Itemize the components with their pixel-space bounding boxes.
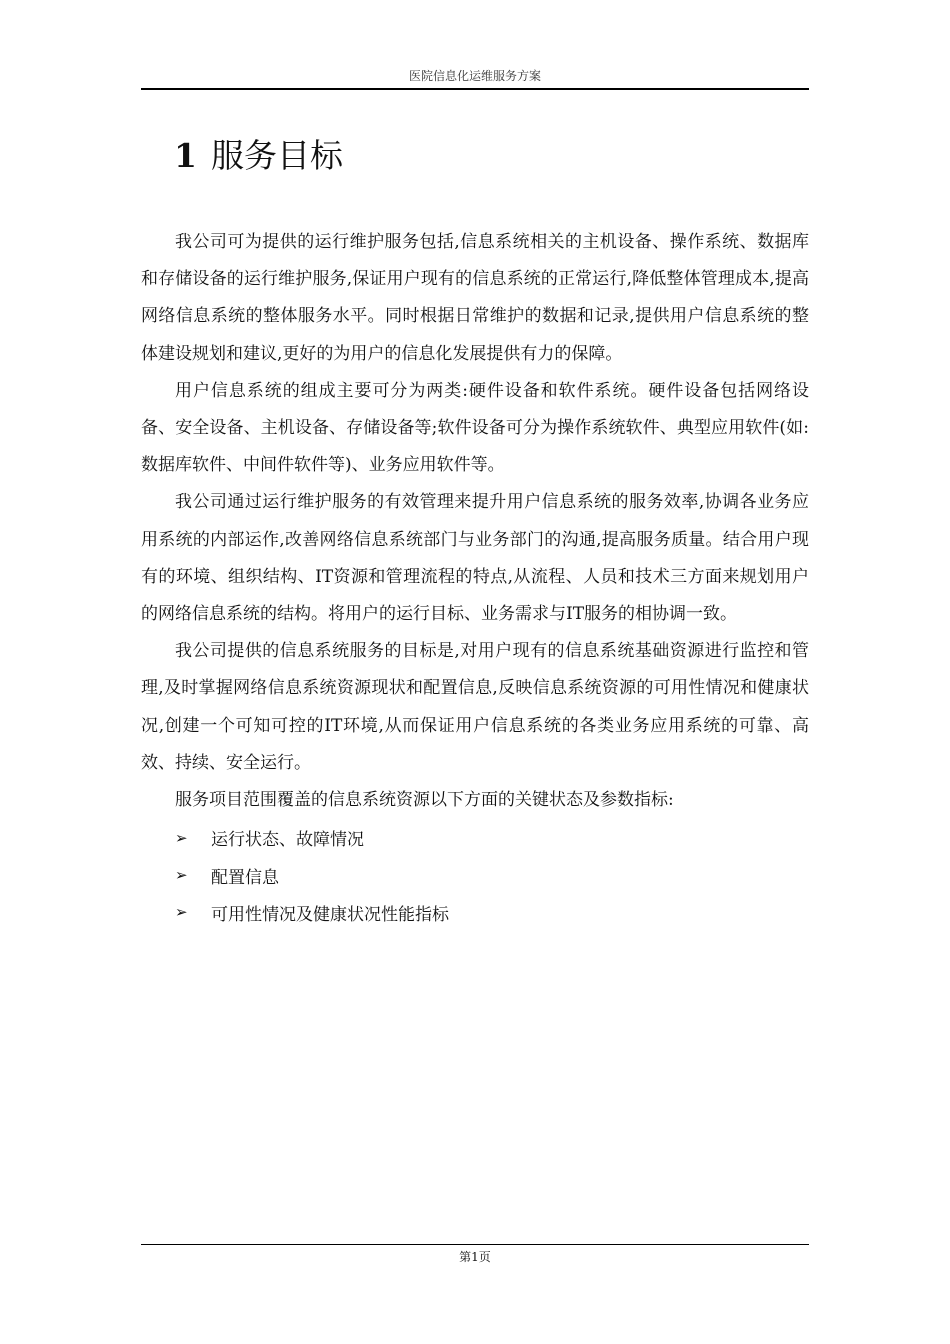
arrow-bullet-icon: ➢	[175, 903, 188, 922]
page-number: 第1页	[459, 1250, 491, 1264]
bullet-item	[141, 856, 809, 893]
body-text	[141, 224, 809, 931]
arrow-bullet-icon: ➢	[175, 866, 188, 885]
section-number: 1	[174, 136, 197, 175]
paragraph: 用户信息系统的组成主要可分为两类:硬件设备和软件系统。硬件设备包括网络设备、安全设备、主机设备、存储设备等;软件设备可分为操作系统软件、典型应用软件(如:数据库软件、中间件软件等)、业务应用软件等。	[141, 380, 809, 476]
paragraph: 服务项目范围覆盖的信息系统资源以下方面的关键状态及参数指标:	[175, 790, 674, 811]
bullet-text: 运行状态、故障情况	[211, 830, 364, 851]
bullet-text: 可用性情况及健康状况性能指标	[211, 904, 449, 925]
bullet-text: 配置信息	[211, 867, 279, 888]
section-title-text: 服务目标	[210, 136, 343, 175]
running-header: 医院信息化运维服务方案	[408, 69, 541, 83]
arrow-bullet-icon: ➢	[175, 828, 188, 847]
footer-divider	[141, 1244, 809, 1245]
paragraph: 我公司可为提供的运行维护服务包括,信息系统相关的主机设备、操作系统、数据库和存储设备的运行维护服务,保证用户现有的信息系统的正常运行,降低整体管理成本,提高网络信息系统的整体服务水平。同时根据日常维护的数据和记录,提供用户信息系统的整体建设规划和建议,更好的为用户的信息化发展提供有力的保障。	[141, 232, 809, 364]
paragraph: 我公司提供的信息系统服务的目标是,对用户现有的信息系统基础资源进行监控和管理,及时掌握网络信息系统资源现状和配置信息,反映信息系统资源的可用性情况和健康状况,创建一个可知可控的IT环境,从而保证用户信息系统的各类业务应用系统的可靠、高效、持续、安全运行。	[141, 641, 809, 773]
bullet-item	[141, 894, 809, 931]
paragraph: 我公司通过运行维护服务的有效管理来提升用户信息系统的服务效率,协调各业务应用系统的内部运作,改善网络信息系统部门与业务部门的沟通,提高服务质量。结合用户现有的环境、组织结构、IT资源和管理流程的特点,从流程、人员和技术三方面来规划用户的网络信息系统的结构。将用户的运行目标、业务需求与IT服务的相协调一致。	[141, 492, 809, 625]
section-heading	[174, 134, 343, 178]
header-divider	[141, 88, 809, 90]
bullet-item	[141, 819, 809, 856]
